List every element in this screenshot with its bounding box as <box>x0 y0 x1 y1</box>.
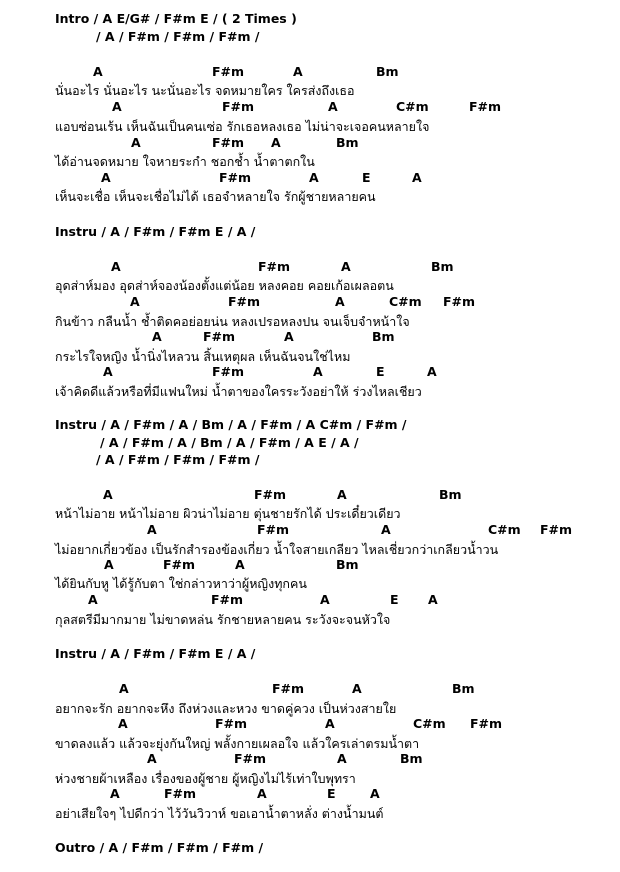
chord: E <box>390 592 399 607</box>
chord: F#m <box>470 716 503 731</box>
chord: A <box>93 64 103 79</box>
lyric-line: อย่าเสียใจๆ ไปดีกว่า ไว้วันวิวาห์ ขอเอาน้ำตาหลั่ง ต่างน้ำมนต์ <box>55 806 384 821</box>
chord: Bm <box>372 329 395 344</box>
chord: Bm <box>431 259 454 274</box>
outro-line: Outro / A / F#m / F#m / F#m / <box>55 840 264 855</box>
chord: A <box>428 592 438 607</box>
chord: C#m <box>413 716 446 731</box>
chord: A <box>111 259 121 274</box>
chord: A <box>103 487 113 502</box>
chord: F#m <box>212 135 245 150</box>
chord: A <box>88 592 98 607</box>
chord: F#m <box>540 522 573 537</box>
chord: E <box>362 170 371 185</box>
chord: A <box>412 170 422 185</box>
chord: F#m <box>272 681 305 696</box>
chord: F#m <box>211 592 244 607</box>
instrumental-line: / A / F#m / F#m / F#m / <box>96 452 260 467</box>
lyric-line: กุลสตรีมีมากมาย ไม่ขาดหล่น รักชายหลายคน ระวังจะจนหัวใจ <box>55 612 391 627</box>
chord: F#m <box>215 716 248 731</box>
chord: F#m <box>164 786 197 801</box>
lyric-line: ไม่อยากเกี่ยวข้อง เป็นรักสำรองข้องเกี่ยว น้ำใจสายเกลียว ไหลเชี่ยวกว่าเกลียวน้ำวน <box>55 542 499 557</box>
chord: C#m <box>396 99 429 114</box>
chord: A <box>381 522 391 537</box>
chord: F#m <box>228 294 261 309</box>
chord: Bm <box>336 557 359 572</box>
chord: A <box>103 364 113 379</box>
chord: A <box>118 716 128 731</box>
chord: A <box>337 751 347 766</box>
chord: A <box>130 294 140 309</box>
chord: A <box>328 99 338 114</box>
chord: A <box>335 294 345 309</box>
chord: A <box>320 592 330 607</box>
chord: A <box>112 99 122 114</box>
chord: A <box>337 487 347 502</box>
instrumental-line: Instru / A / F#m / F#m E / A / <box>55 224 256 239</box>
chord: A <box>235 557 245 572</box>
chord: A <box>271 135 281 150</box>
chord: A <box>101 170 111 185</box>
chord: A <box>119 681 129 696</box>
intro-line-2: / A / F#m / F#m / F#m / <box>96 29 260 44</box>
chord: A <box>284 329 294 344</box>
chord: Bm <box>452 681 475 696</box>
chord: A <box>110 786 120 801</box>
lyric-line: กระไรใจหญิง น้ำนิ่งไหลวน สิ้นเหตุผล เห็นฉันจนใช่ไหม <box>55 349 351 364</box>
chord: A <box>104 557 114 572</box>
chord: F#m <box>257 522 290 537</box>
instrumental-line: Instru / A / F#m / A / Bm / A / F#m / A C#m / F#m / <box>55 417 407 432</box>
instrumental-line: Instru / A / F#m / F#m E / A / <box>55 646 256 661</box>
chord: F#m <box>258 259 291 274</box>
chord: F#m <box>203 329 236 344</box>
chord: A <box>293 64 303 79</box>
chord: A <box>131 135 141 150</box>
lyric-line: เจ้าคิดดีแล้วหรือที่มีแฟนใหม่ น้ำตาของใครระวังอย่าให้ ร่วงไหลเชียว <box>55 384 422 399</box>
chord: C#m <box>488 522 521 537</box>
chord: A <box>147 751 157 766</box>
chord: Bm <box>439 487 462 502</box>
instrumental-line: / A / F#m / A / Bm / A / F#m / A E / A / <box>100 435 359 450</box>
chord: F#m <box>469 99 502 114</box>
lyric-line: เห็นจะเชื่อ เห็นจะเชื่อไม่ได้ เธอจำหลายใจ รักผู้ชายหลายคน <box>55 189 376 204</box>
chord: A <box>370 786 380 801</box>
lyric-line: ได้ยินกับหู ได้รู้กับตา ใช่กล่าวหาว่าผู้หญิงทุกคน <box>55 576 307 591</box>
lyric-line: หน้าไม่อาย หน้าไม่อาย ผิวน่าไม่อาย ตุ่นชายรักได้ ประเดี๋ยวเดียว <box>55 506 401 521</box>
lyric-line: อยากจะรัก อยากจะหึง ถึงห่วงและหวง ขาดคู่ควง เป็นห่วงสายใย <box>55 701 397 716</box>
lyric-line: อุดส่าห์มอง อุดส่าห์จองน้องตั้งแต่น้อย หลงคอย คอยเก้อเผลอตน <box>55 278 394 293</box>
chord: A <box>309 170 319 185</box>
chord: F#m <box>254 487 287 502</box>
chord: A <box>352 681 362 696</box>
chord: F#m <box>222 99 255 114</box>
lyric-line: แอบซ่อนเร้น เห็นฉันเป็นคนเซ่อ รักเธอหลงเธอ ไม่น่าจะเจอคนหลายใจ <box>55 119 430 134</box>
chord: F#m <box>234 751 267 766</box>
intro-line-1: Intro / A E/G# / F#m E / ( 2 Times ) <box>55 11 297 26</box>
chord: C#m <box>389 294 422 309</box>
chord: A <box>341 259 351 274</box>
chord: F#m <box>443 294 476 309</box>
chord: A <box>257 786 267 801</box>
chord: A <box>152 329 162 344</box>
lyric-line: ได้อ่านจดหมาย ใจหายระกำ ชอกช้ำ น้ำตาตกใน <box>55 154 315 169</box>
chord: E <box>376 364 385 379</box>
chord: F#m <box>163 557 196 572</box>
chord: F#m <box>212 364 245 379</box>
chord: E <box>327 786 336 801</box>
chord: A <box>147 522 157 537</box>
lyric-line: กินข้าว กลืนน้ำ ช้ำติดคอย่อยน่น หลงเปรอหลงปน จนเจ็บจำหน้าใจ <box>55 314 410 329</box>
lyric-line: นั่นอะไร นั่นอะไร นะนั่นอะไร จดหมายใคร ใครส่งถึงเธอ <box>55 83 355 98</box>
chord: F#m <box>219 170 252 185</box>
lyric-line: ห่วงชายผ้าเหลือง เรื่องของผู้ชาย ผู้หญิงไม่ไร้เท่าใบพุทรา <box>55 771 356 786</box>
lyric-line: ขาดลงแล้ว แล้วจะยุ่งกันใหญ่ พลั้งกายเผลอใจ แล้วใครเล่าตรมน้ำตา <box>55 736 420 751</box>
chord: A <box>427 364 437 379</box>
chord: A <box>313 364 323 379</box>
chord: Bm <box>400 751 423 766</box>
chord: Bm <box>376 64 399 79</box>
chord: F#m <box>212 64 245 79</box>
chord: A <box>325 716 335 731</box>
chord: Bm <box>336 135 359 150</box>
